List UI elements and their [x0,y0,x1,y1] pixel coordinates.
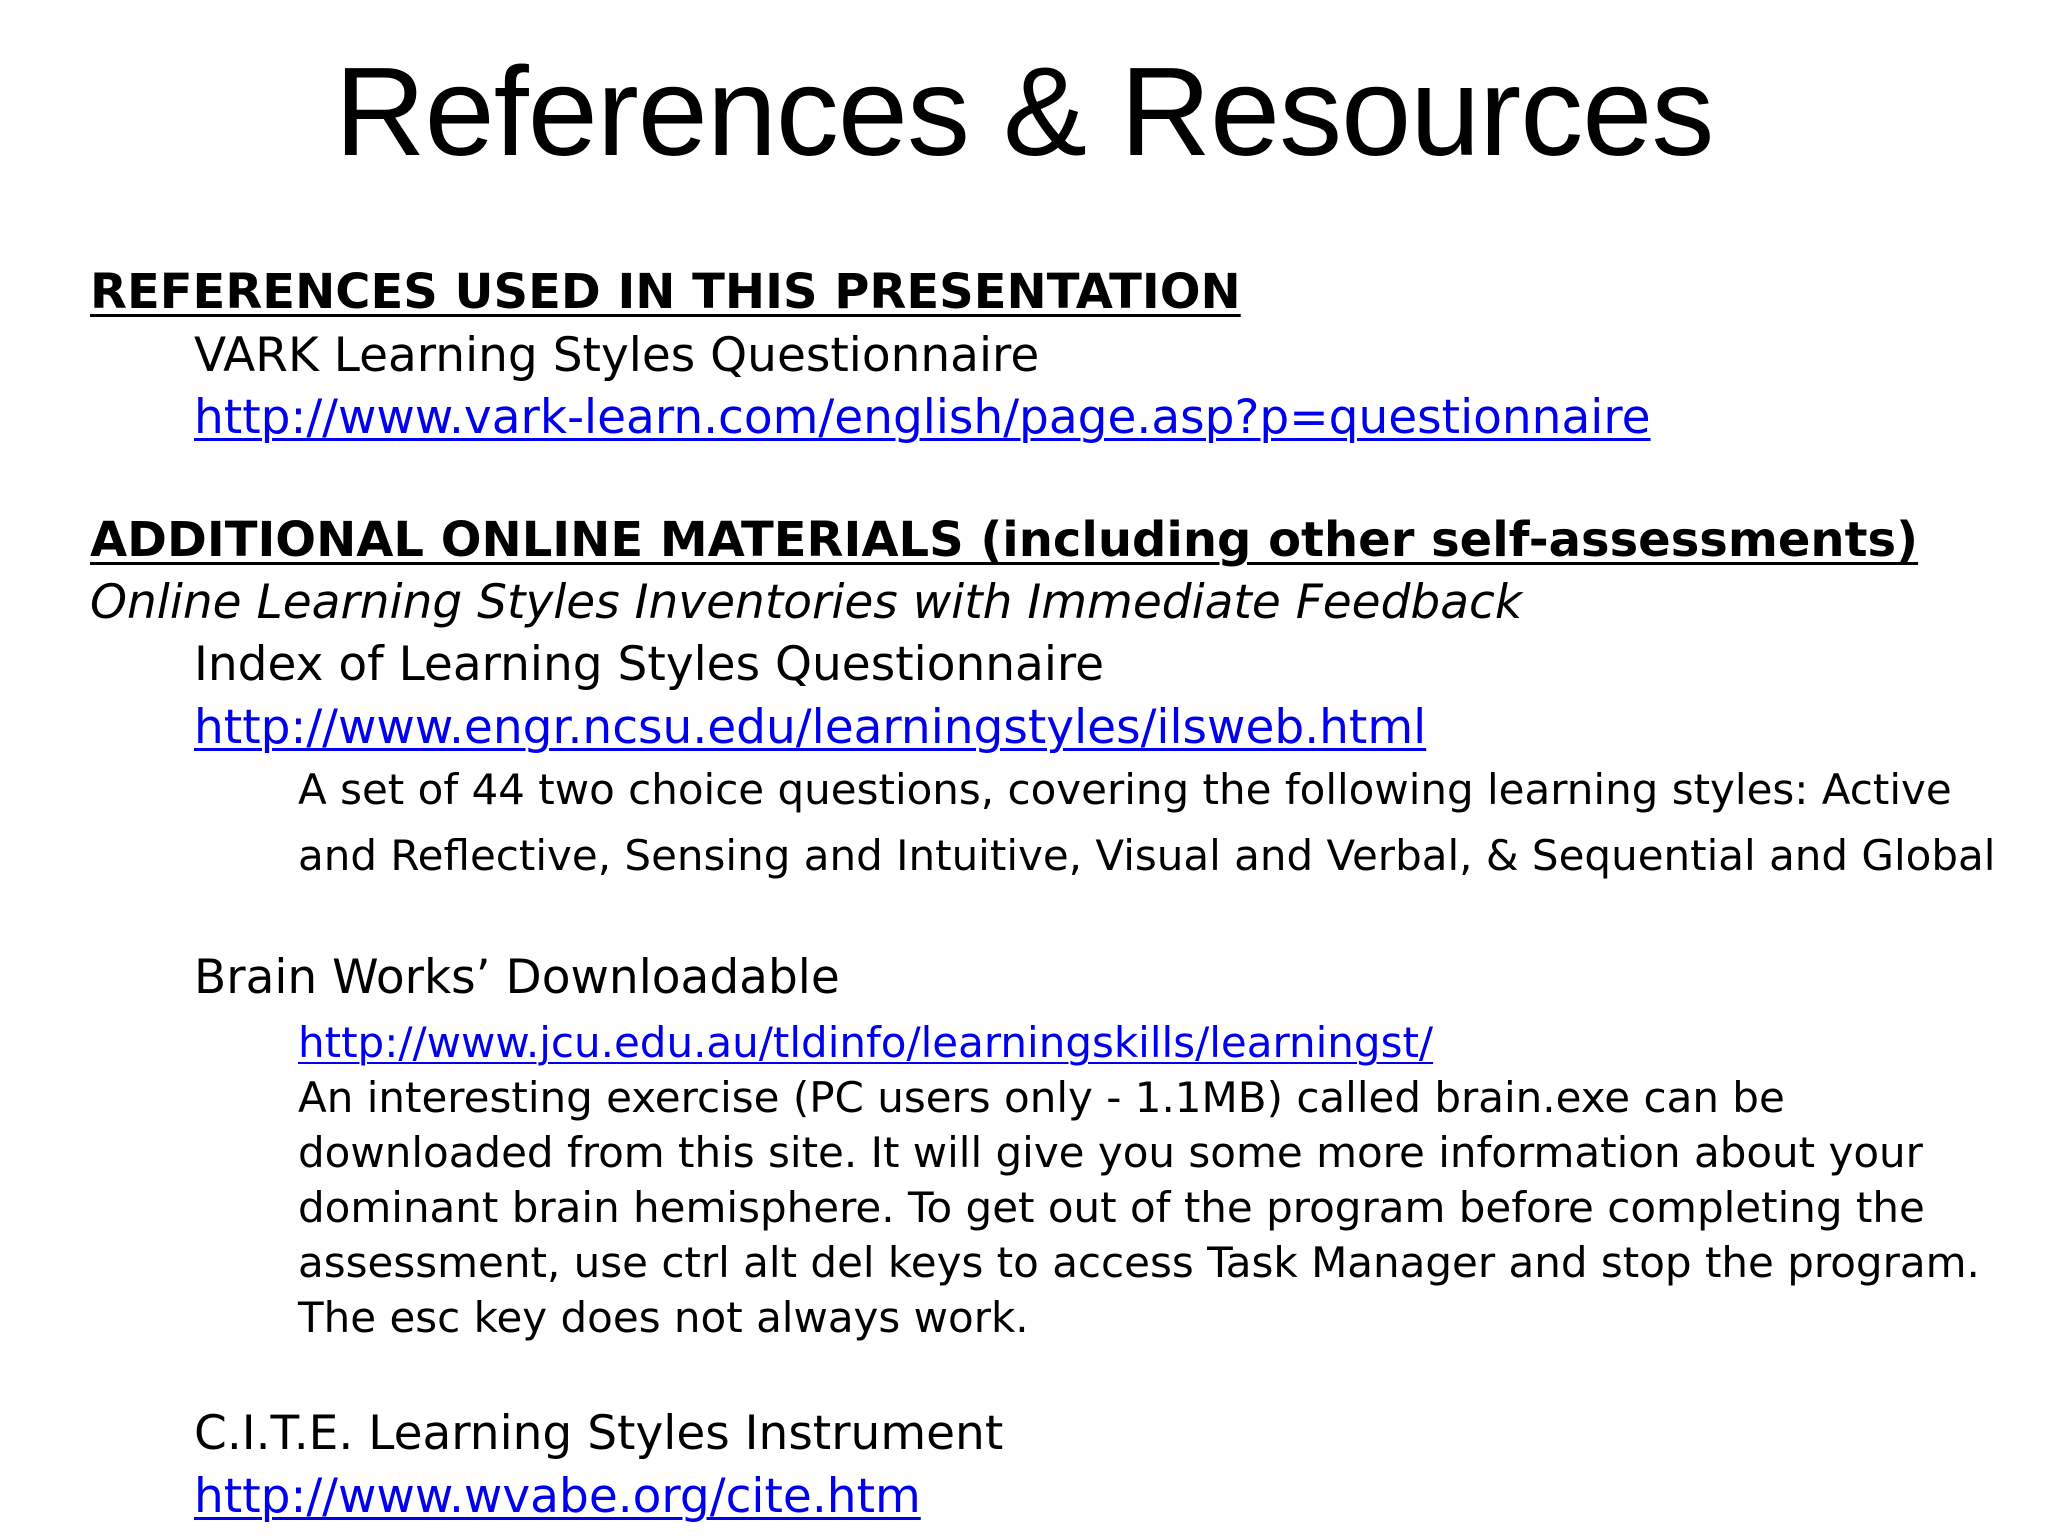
ils-link-wrap [194,698,1426,758]
brainworks-description-line: downloaded from this site. It will give you some more information about your [298,1128,1923,1177]
ils-description-line: A set of 44 two choice questions, covering the following learning styles: Active [298,765,1952,814]
cite-link[interactable]: http://www.wvabe.org/cite.htm [194,1469,921,1524]
brainworks-link-wrap [298,1016,1433,1070]
brainworks-description-line: The esc key does not always work. [298,1293,1029,1342]
brainworks-description-line: dominant brain hemisphere. To get out of the program before completing the [298,1183,1925,1232]
brainworks-name: Brain Works’ Downloadable [194,950,840,1005]
additional-heading: ADDITIONAL ONLINE MATERIALS (including other self-assessments) [90,512,1919,568]
brainworks-description-line: assessment, use ctrl alt del keys to access Task Manager and stop the program. [298,1238,1980,1287]
additional-subheading: Online Learning Styles Inventories with Immediate Feedback [90,575,1523,630]
brainworks-description-line: An interesting exercise (PC users only - 1.1MB) called brain.exe can be [298,1073,1785,1122]
ils-link[interactable]: http://www.engr.ncsu.edu/learningstyles/ilsweb.html [194,700,1427,755]
ils-description-line: and Reflective, Sensing and Intuitive, Visual and Verbal, & Sequential and Global [298,831,1996,880]
cite-link-wrap [194,1467,921,1527]
cite-name: C.I.T.E. Learning Styles Instrument [194,1406,1004,1461]
ils-name: Index of Learning Styles Questionnaire [194,637,1105,692]
reference-item-vark-link-wrap [194,388,1651,448]
reference-item-vark-name: VARK Learning Styles Questionnaire [194,328,1040,383]
brainworks-link[interactable]: http://www.jcu.edu.au/tldinfo/learningskills/learningst/ [298,1018,1434,1067]
references-heading: REFERENCES USED IN THIS PRESENTATION [90,264,1241,320]
page-title: References & Resources [334,41,1714,182]
vark-link[interactable]: http://www.vark-learn.com/english/page.asp?p=questionnaire [194,390,1651,445]
